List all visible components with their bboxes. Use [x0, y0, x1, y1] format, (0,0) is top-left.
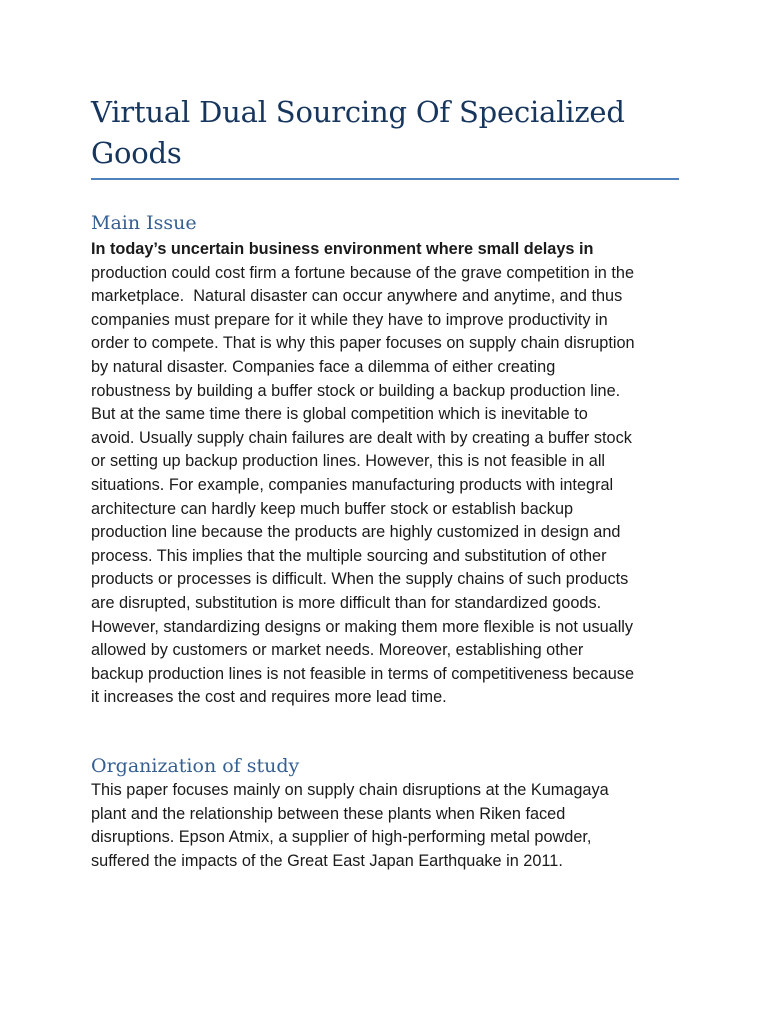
paragraph-line: production line because the products are highly customized in design and	[91, 523, 621, 542]
paragraph-line: or setting up backup production lines. However, this is not feasible in all	[91, 452, 606, 471]
paragraph-line: avoid. Usually supply chain failures are dealt with by creating a buffer stock	[91, 428, 632, 447]
paragraph-line: products or processes is difficult. When the supply chains of such products	[91, 570, 629, 589]
paragraph-line: However, standardizing designs or making them more flexible is not usually	[91, 617, 634, 636]
section-heading-main-issue: Main Issue	[91, 212, 197, 234]
document-title	[91, 92, 691, 174]
paragraph-line: situations. For example, companies manufacturing products with integral	[91, 475, 614, 494]
paragraph-line: But at the same time there is global competition which is inevitable to	[91, 405, 588, 424]
paragraph-line: disruptions. Epson Atmix, a supplier of high-performing metal powder,	[91, 828, 592, 847]
organization-of-study-paragraph	[91, 779, 609, 873]
paragraph-line: robustness by building a buffer stock or building a backup production line.	[91, 381, 621, 400]
paragraph-line: are disrupted, substitution is more difficult than for standardized goods.	[91, 593, 602, 612]
section-heading-organization-of-study: Organization of study	[91, 755, 300, 777]
paragraph-line: This paper focuses mainly on supply chain disruptions at the Kumagaya	[91, 781, 609, 799]
paragraph-line: companies must prepare for it while they have to improve productivity in	[91, 310, 608, 329]
title-divider	[91, 178, 679, 180]
paragraph-line: allowed by customers or market needs. Moreover, establishing other	[91, 641, 584, 660]
paragraph-line: it increases the cost and requires more lead time.	[91, 688, 447, 707]
paragraph-line: marketplace. Natural disaster can occur anywhere and anytime, and thus	[91, 287, 623, 306]
paragraph-line: architecture can hardly keep much buffer stock or establish backup	[91, 499, 574, 518]
paragraph-line: by natural disaster. Companies face a dilemma of either creating	[91, 357, 556, 376]
paragraph-line: backup production lines is not feasible in terms of competitiveness because	[91, 664, 635, 683]
paragraph-line: plant and the relationship between these plants when Riken faced	[91, 804, 566, 823]
paragraph-line: process. This implies that the multiple sourcing and substitution of other	[91, 546, 607, 565]
paragraph-line: In today’s uncertain business environment where small delays in	[91, 240, 594, 258]
paragraph-line: order to compete. That is why this paper focuses on supply chain disruption	[91, 334, 635, 353]
paragraph-line: production could cost firm a fortune because of the grave competition in the	[91, 263, 635, 282]
paragraph-line: suffered the impacts of the Great East Japan Earthquake in 2011.	[91, 851, 563, 870]
title-line: Virtual Dual Sourcing Of Specialized	[91, 95, 625, 129]
title-line: Goods	[91, 136, 182, 170]
main-issue-paragraph	[91, 238, 635, 710]
